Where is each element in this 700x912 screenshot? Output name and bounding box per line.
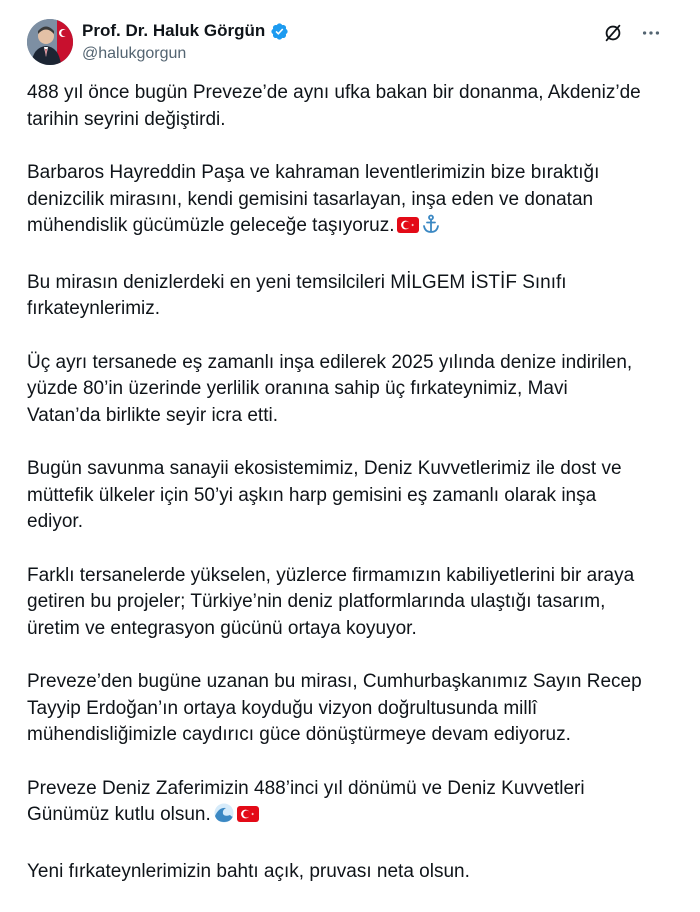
- author-name[interactable]: Prof. Dr. Haluk Görgün: [82, 21, 266, 40]
- post-paragraph: Barbaros Hayreddin Paşa ve kahraman leventlerimizin bize bıraktığı denizcilik mirasını, kendi gemisini tasarlayan, inşa eden ve donatan mühendislik gücümüzle geleceğe taşıyoruz.: [27, 160, 667, 243]
- post-paragraph: Preveze Deniz Zaferimizin 488’inci yıl dönümü ve Deniz Kuvvetleri Günümüz kutlu olsun.: [27, 776, 667, 832]
- post-text: [27, 80, 667, 912]
- turkey-flag-icon: [397, 216, 419, 243]
- post-paragraph: Yeni fırkateynlerimizin bahtı açık, pruvası neta olsun.: [27, 860, 470, 882]
- post-paragraph: Üç ayrı tersanede eş zamanlı inşa edilerek 2025 yılında denize indirilen, yüzde 80’in üzerinde yerlilik oranına sahip üç fırkateynimiz, Mavi Vatan’da birlikte seyir icra etti.: [27, 351, 633, 426]
- post-paragraph: Preveze’den bugüne uzanan bu mirası, Cumhurbaşkanımız Sayın Recep Tayyip Erdoğan’ın ortaya koyduğu vizyon doğrultusunda millî mühendisliğimizle caydırıcı güce dönüştürmeye devam ediyoruz.: [27, 671, 642, 745]
- anchor-icon: [421, 214, 441, 243]
- post-paragraph: Bugün savunma sanayii ekosistemimiz, Deniz Kuvvetlerimiz ile dost ve müttefik ülkeler için 50’yi aşkın harp gemisini eş zamanlı olarak inşa ediyor.: [27, 458, 622, 532]
- post-paragraph: Bu mirasın denizlerdeki en yeni temsilcileri MİLGEM İSTİF Sınıfı fırkateynlerimiz.: [27, 271, 567, 319]
- author-name-row[interactable]: [82, 21, 289, 41]
- turkey-flag-icon: [237, 805, 259, 832]
- post-paragraph: Farklı tersanelerde yükselen, yüzlerce firmamızın kabiliyetlerini bir araya getiren bu projeler; Türkiye’nin deniz platformlarında ulaştığı tasarım, üretim ve entegrasyon gücünü ortaya koyuyor.: [27, 564, 635, 639]
- avatar[interactable]: [27, 19, 73, 65]
- grok-icon[interactable]: [602, 22, 624, 44]
- author-handle[interactable]: @halukgorgun: [82, 45, 187, 62]
- post-header: [0, 0, 700, 80]
- post-paragraph: 488 yıl önce bugün Preveze’de aynı ufka bakan bir donanma, Akdeniz’de tarihin seyrini değiştirdi.: [27, 82, 641, 130]
- verified-badge-icon: [270, 22, 289, 41]
- water-wave-icon: [213, 803, 235, 832]
- more-options-icon[interactable]: [640, 22, 662, 44]
